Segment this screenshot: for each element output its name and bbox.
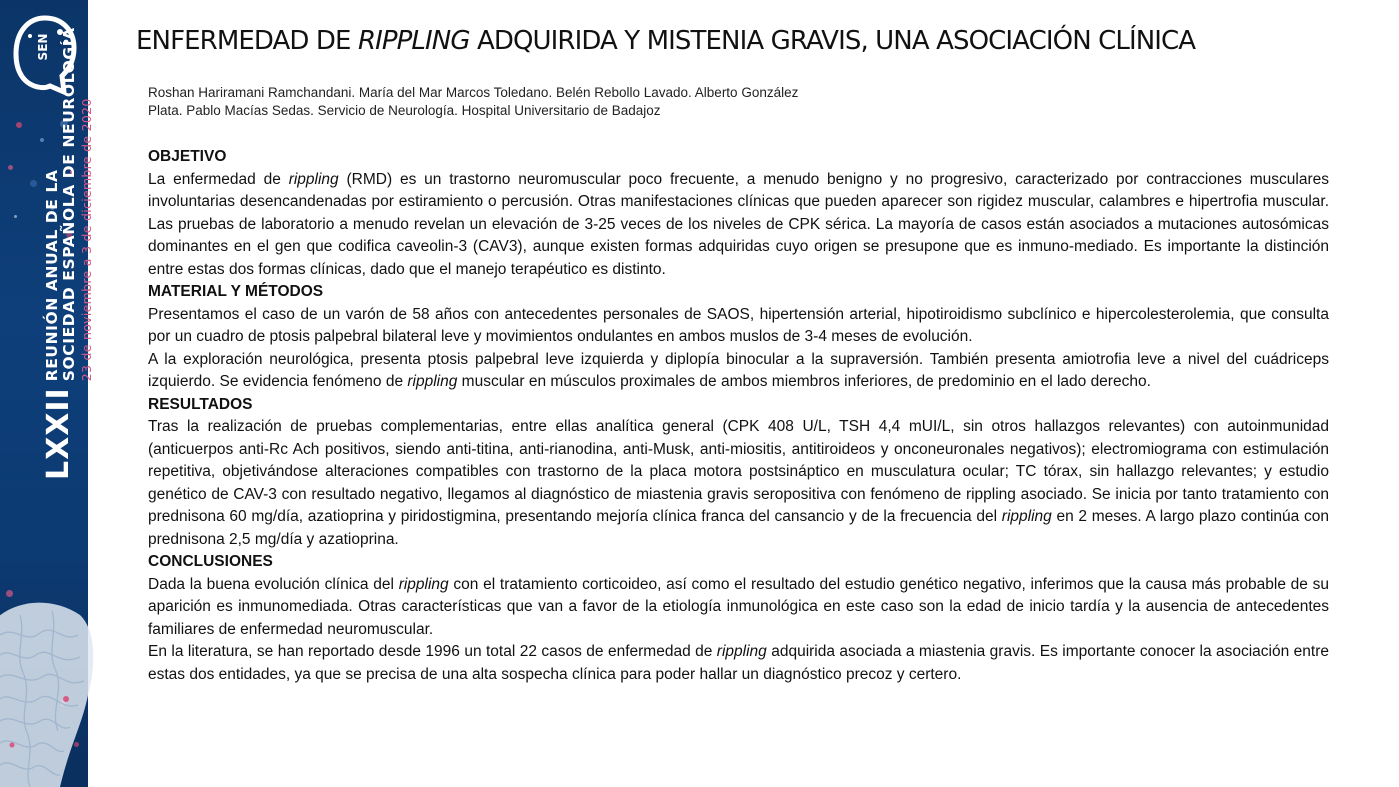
section-heading-conclusiones: CONCLUSIONES	[148, 553, 273, 570]
paragraph: En la literatura, se han reportado desde 1996 un total 22 casos de enfermedad de rippling adquirida asociada a miastenia gravis. Es importante conocer la asociación entre estas dos entidades, ya que se precisa de una alta sospecha clínica para poder hallar un diagnóstico precoz y certero.	[148, 643, 1329, 683]
title-part: ADQUIRIDA Y MISTENIA GRAVIS, UNA ASOCIACIÓN CLÍNICA	[469, 26, 1196, 56]
logo-label: SEN	[36, 33, 50, 61]
brain-illustration-icon	[0, 595, 88, 787]
meeting-line-2: SOCIEDAD ESPAÑOLA DE NEUROLOGÍA	[60, 27, 78, 382]
section-heading-material: MATERIAL Y MÉTODOS	[148, 283, 324, 300]
edition-number: LXXII	[41, 387, 76, 480]
paragraph: A la exploración neurológica, presenta ptosis palpebral leve izquierda y diplopía binocular a la supraversión. También presenta amiotrofia leve a nivel del cuádriceps izquierdo. Se evidencia fenómeno de rippling muscular en músculos proximales de ambos miembros inferiores, de predominio en el lado derecho.	[148, 350, 1329, 390]
paragraph: Presentamos el caso de un varón de 58 años con antecedentes personales de SAOS, hipertensión arterial, hipotiroidismo subclínico e hipercolesterolemia, que consulta por un cuadro de ptosis palpebral bilateral leve y movimientos ondulantes en ambos muslos de 3-4 meses de evolución.	[148, 305, 1329, 345]
meeting-line-1: REUNIÓN ANUAL DE LA	[43, 169, 61, 382]
section-heading-objetivo: OBJETIVO	[148, 148, 227, 165]
title-italic: RIPPLING	[357, 26, 470, 56]
authors-affiliation	[148, 84, 888, 120]
poster-title	[136, 26, 1336, 56]
poster-body	[148, 146, 1329, 686]
paragraph: Tras la realización de pruebas complementarias, entre ellas analítica general (CPK 408 U/L, TSH 4,4 mUI/L, sin otros hallazgos relevantes) con autoinmunidad (anticuerpos anti-Rc Ach positivos, siendo anti-titina, anti-rianodina, anti-Musk, anti-miositis, antitiroideos y onconeuronales negativos); electromiograma con estimulación repetitiva, objetivándose alteraciones compatibles con trastorno de la placa motora postsináptico en musculatura ocular; TC tórax, sin hallazgo relevantes; y estudio genético de CAV-3 con resultado negativo, llegamos al diagnóstico de miastenia gravis seropositiva con fenómeno de rippling asociado. Se inicia por tanto tratamiento con prednisona 60 mg/día, azatioprina y piridostigmina, presentando mejoría clínica franca del cansancio y de la frecuencia del rippling en 2 meses. A largo plazo continúa con prednisona 2,5 mg/día y azatioprina.	[148, 418, 1329, 548]
meeting-dates: 23 de noviembre a 3 de diciembre de 2020	[79, 98, 94, 382]
authors-line: Plata. Pablo Macías Sedas. Servicio de Neurología. Hospital Universitario de Badajoz	[148, 103, 661, 118]
conference-banner	[0, 0, 94, 787]
section-heading-resultados: RESULTADOS	[148, 395, 253, 413]
authors-line: Roshan Hariramani Ramchandani. María del Mar Marcos Toledano. Belén Rebollo Lavado. Alberto González	[148, 85, 799, 100]
paragraph: La enfermedad de rippling (RMD) es un trastorno neuromuscular poco frecuente, a menudo benigno y no progresivo, caracterizado por contracciones musculares involuntarias desencandenadas por estiramiento o percusión. Otras manifestaciones clínicas que pueden aparecer son rigidez muscular, calambres e hipertrofia muscular. Las pruebas de laboratorio a menudo revelan un elevación de 3-25 veces de los niveles de CPK sérica. La mayoría de casos están asociados a mutaciones autosómicas dominantes en el gen que codifica caveolin-3 (CAV3), aunque existen formas adquiridas cuyo origen se presupone que es inmuno-mediado. Es importante la distinción entre estas dos formas clínicas, dado que el manejo terapéutico es distinto.	[148, 170, 1329, 278]
title-part: ENFERMEDAD DE	[136, 26, 358, 56]
paragraph: Dada la buena evolución clínica del rippling con el tratamiento corticoideo, así como el resultado del estudio genético negativo, inferimos que la causa más probable de su aparición es inmunomediada. Otras características que van a favor de la etiología inmunológica en este caso son la edad de inicio tardía y la ausencia de antecedentes familiares de enfermedad neuromuscular.	[148, 575, 1329, 638]
